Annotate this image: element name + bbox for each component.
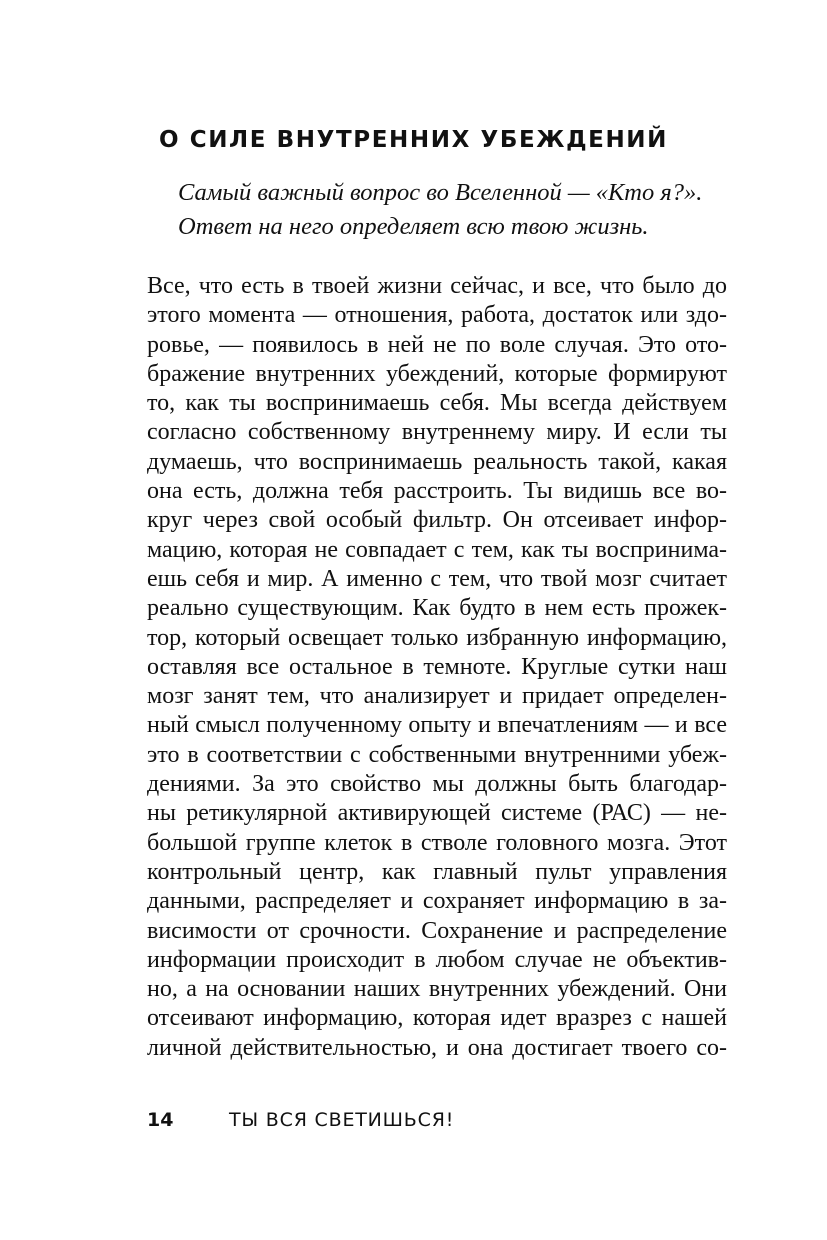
body-line: большой группе клеток в стволе головного мозга. Этот	[147, 829, 727, 856]
body-line: реально существующим. Как будто в нем есть прожек-	[147, 595, 727, 622]
body-line: данными, распределяет и сохраняет информацию в за-	[147, 888, 727, 915]
body-line: мозг занят тем, что анализирует и придает определен-	[147, 683, 727, 710]
body-line: согласно собственному внутреннему миру. И если ты	[147, 419, 727, 446]
body-line: ны ретикулярной активирующей системе (РАС) — не-	[147, 800, 727, 827]
body-line: думаешь, что воспринимаешь реальность такой, какая	[147, 448, 727, 475]
epigraph-line: Самый важный вопрос во Вселенной — «Кто я?».	[178, 179, 703, 206]
body-line: ешь себя и мир. А именно с тем, что твой мозг считает	[147, 565, 727, 592]
epigraph	[178, 176, 718, 244]
body-line: ный смысл полученному опыту и впечатлениям — и все	[147, 712, 727, 739]
body-line: отсеивают информацию, которая идет вразрез с нашей	[147, 1005, 727, 1032]
body-line: тор, который освещает только избранную информацию,	[147, 624, 727, 651]
body-line: личной действительностью, и она достигает твоего со-	[147, 1034, 727, 1061]
body-line: Все, что есть в твоей жизни сейчас, и все, что было до	[147, 273, 727, 299]
body-line: ровье, — появилось в ней не по воле случая. Это ото-	[147, 331, 727, 358]
page-number: 14	[147, 1109, 174, 1131]
body-line: то, как ты воспринимаешь себя. Мы всегда действуем	[147, 390, 727, 417]
body-line: оставляя все остальное в темноте. Круглые сутки наш	[147, 653, 727, 680]
body-line: дениями. За это свойство мы должны быть благодар-	[147, 771, 727, 798]
body-text	[147, 272, 727, 1063]
body-line: контрольный центр, как главный пульт управления	[147, 858, 727, 885]
chapter-title: О СИЛЕ ВНУТРЕННИХ УБЕЖДЕНИЙ	[158, 127, 669, 153]
body-line: этого момента — отношения, работа, достаток или здо-	[147, 302, 727, 329]
body-line: это в соответствии с собственными внутренними убеж-	[147, 741, 727, 768]
body-line: мацию, которая не совпадает с тем, как ты воспринима-	[147, 536, 727, 563]
running-title: ТЫ ВСЯ СВЕТИШЬСЯ!	[229, 1109, 455, 1131]
body-line: бражение внутренних убеждений, которые формируют	[147, 360, 727, 387]
body-line: круг через свой особый фильтр. Он отсеивает инфор-	[147, 507, 727, 534]
body-line: но, а на основании наших внутренних убеждений. Они	[147, 976, 727, 1003]
body-line: висимости от срочности. Сохранение и распределение	[147, 917, 727, 944]
body-line: информации происходит в любом случае не объектив-	[147, 946, 727, 973]
body-line: она есть, должна тебя расстроить. Ты видишь все во-	[147, 478, 727, 505]
epigraph-line: Ответ на него определяет всю твою жизнь.	[178, 213, 649, 240]
